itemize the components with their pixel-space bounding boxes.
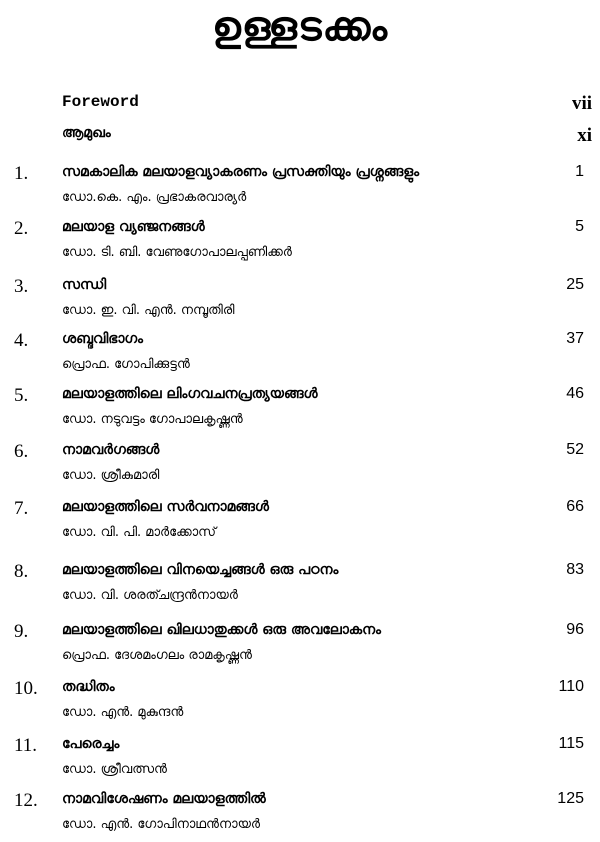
- contents-entry: [0, 498, 600, 548]
- contents-entry: [0, 385, 600, 435]
- entry-author: പ്രൊഫ. ദേശമംഗലം രാമകൃഷ്ണൻ: [62, 648, 252, 663]
- entry-author: ഡോ. ശ്രീകുമാരി: [62, 468, 160, 483]
- contents-entry: [0, 163, 600, 213]
- contents-entry: [0, 276, 600, 326]
- entry-number: 9.: [14, 621, 29, 642]
- entry-page: 46: [566, 385, 584, 402]
- entry-title: തദ്ധിതം: [62, 679, 115, 695]
- entry-page: 37: [566, 330, 584, 347]
- entry-page: 66: [566, 498, 584, 515]
- entry-author: ഡോ. ശ്രീവത്സൻ: [62, 762, 167, 777]
- contents-entry: [0, 735, 600, 785]
- entry-page: 52: [566, 441, 584, 458]
- entry-author: ഡോ. വി. പി. മാർക്കോസ്: [62, 525, 217, 540]
- entry-title: സന്ധി: [62, 277, 107, 293]
- entry-title: മലയാള വ്യഞ്ജനങ്ങൾ: [62, 219, 205, 235]
- entry-author: ഡോ. നടുവട്ടം ഗോപാലകൃഷ്ണൻ: [62, 412, 243, 427]
- entry-page: 110: [558, 678, 584, 695]
- contents-entry: [0, 561, 600, 611]
- entry-page: 1: [575, 163, 584, 180]
- foreword-label: Foreword: [62, 93, 139, 111]
- entry-title: മലയാളത്തിലെ ഖിലധാതുക്കൾ ഒരു അവലോകനം: [62, 622, 382, 638]
- entry-page: 125: [557, 790, 584, 807]
- entry-number: 5.: [14, 385, 29, 406]
- entry-title: മലയാളത്തിലെ ലിംഗവചനപ്രത്യയങ്ങൾ: [62, 386, 318, 402]
- entry-title: നാമവിശേഷണം മലയാളത്തിൽ: [62, 791, 266, 807]
- entry-page: 5: [575, 218, 584, 235]
- preface-page: xi: [577, 125, 592, 146]
- entry-author: ഡോ. എൻ. ഗോപിനാഥൻനായർ: [62, 817, 260, 832]
- entry-number: 12.: [14, 790, 38, 811]
- entry-title: മലയാളത്തിലെ വിനയെച്ചങ്ങൾ ഒരു പഠനം: [62, 562, 339, 578]
- entry-number: 11.: [14, 735, 38, 756]
- contents-entry: [0, 330, 600, 380]
- entry-number: 7.: [14, 498, 29, 519]
- contents-entry: [0, 218, 600, 268]
- contents-entry: [0, 621, 600, 671]
- contents-entry: [0, 790, 600, 840]
- entry-title: മലയാളത്തിലെ സർവനാമങ്ങൾ: [62, 499, 269, 515]
- entry-page: 115: [558, 735, 584, 752]
- entry-number: 8.: [14, 561, 29, 582]
- entry-page: 96: [566, 621, 584, 638]
- preface-label: ആമുഖം: [62, 125, 111, 141]
- page-title: ഉള്ളടക്കം: [211, 4, 389, 50]
- entry-author: പ്രൊഫ. ഗോപിക്കുട്ടൻ: [62, 357, 190, 372]
- entry-page: 83: [566, 561, 584, 578]
- entry-number: 2.: [14, 218, 29, 239]
- entry-number: 3.: [14, 276, 29, 297]
- entry-page: 25: [566, 276, 584, 293]
- entry-title: സമകാലിക മലയാളവ്യാകരണം പ്രസക്തിയും പ്രശ്നങ്ങളും: [62, 164, 420, 180]
- entry-number: 4.: [14, 330, 29, 351]
- entry-title: നാമവർഗങ്ങൾ: [62, 442, 160, 458]
- entry-author: ഡോ. വി. ശരത്ചന്ദ്രൻനായർ: [62, 588, 238, 603]
- entry-number: 1.: [14, 163, 29, 184]
- contents-entry: [0, 678, 600, 728]
- entry-title: പേരെച്ചം: [62, 736, 120, 752]
- entry-number: 6.: [14, 441, 29, 462]
- foreword-page: vii: [571, 93, 592, 114]
- entry-title: ശബ്ദവിഭാഗം: [62, 331, 144, 347]
- entry-author: ഡോ. ടി. ബി. വേണുഗോപാലപ്പണിക്കർ: [62, 245, 292, 260]
- contents-entry: [0, 441, 600, 491]
- entry-author: ഡോ.കെ. എം. പ്രഭാകരവാര്യർ: [62, 190, 247, 205]
- entry-number: 10.: [14, 678, 38, 699]
- entry-author: ഡോ. ഇ. വി. എൻ. നമ്പൂതിരി: [62, 303, 235, 318]
- entry-author: ഡോ. എൻ. മുകുന്ദൻ: [62, 705, 184, 720]
